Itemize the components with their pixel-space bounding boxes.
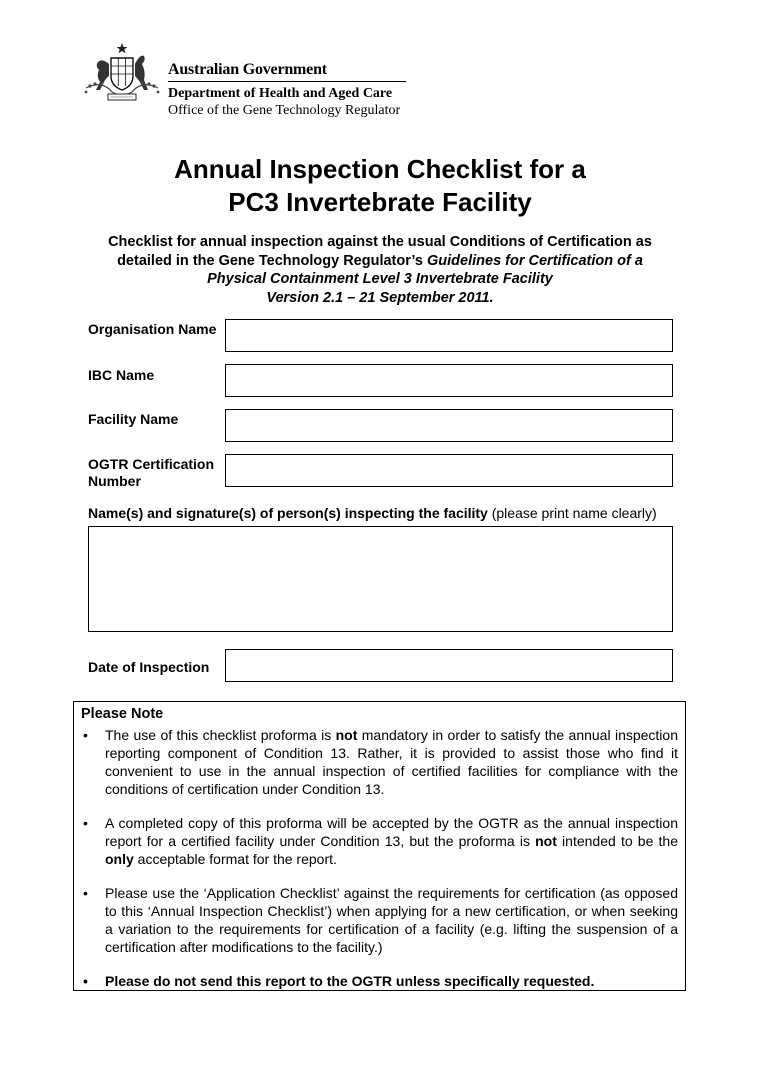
please-note-title: Please Note	[81, 706, 164, 722]
government-name: Australian Government	[168, 61, 327, 78]
note-item-4	[81, 972, 678, 990]
certification-number-label	[88, 456, 214, 490]
inspectors-label-hint: (please print name clearly)	[487, 505, 657, 521]
please-note-box	[73, 701, 686, 991]
note-item-1-text-b: mandatory in order to satisfy the annual inspection reporting component of Condition 13. Rather, it is provided to assist those who find it convenient to use in the annual inspection of certified facilities for compliance with the conditions of certification under Condition 13.	[105, 727, 678, 797]
date-of-inspection-label: Date of Inspection	[88, 659, 210, 675]
inspectors-field[interactable]	[88, 526, 673, 632]
certification-label-line-2: Number	[88, 473, 141, 489]
guidelines-title: Guidelines for Certification of a	[427, 252, 643, 269]
bullet-icon: •	[83, 815, 88, 831]
government-header	[168, 60, 406, 119]
note-item-2-text-a: A completed copy of this proforma will be accepted by the OGTR as the annual inspection report for a certified facility under Condition 13, but the proforma is	[105, 815, 678, 849]
note-item-1-bold: not	[335, 727, 358, 743]
facility-name-field[interactable]	[225, 409, 673, 442]
title-line-2: PC3 Invertebrate Facility	[228, 187, 532, 217]
note-item-2	[81, 814, 678, 868]
organisation-name-label: Organisation Name	[88, 321, 217, 337]
bullet-icon: •	[83, 727, 88, 743]
note-item-4-text: Please do not send this report to the OGTR unless specifically requested.	[105, 973, 595, 989]
title-line-1: Annual Inspection Checklist for a	[174, 154, 586, 184]
note-item-2-text-b: intended to be the	[556, 833, 678, 849]
date-of-inspection-field[interactable]	[225, 649, 673, 682]
note-item-1-text-a: The use of this checklist proforma is	[105, 727, 336, 743]
ibc-name-field[interactable]	[225, 364, 673, 397]
note-item-2-bold-2: only	[105, 851, 134, 867]
subtitle	[82, 233, 678, 307]
certification-label-line-1: OGTR Certification	[88, 456, 215, 472]
department-name: Department of Health and Aged Care	[168, 86, 393, 101]
note-item-2-bold-1: not	[535, 833, 557, 849]
organisation-name-field[interactable]	[225, 319, 673, 352]
bullet-icon: •	[83, 885, 88, 901]
bullet-icon: •	[83, 973, 88, 989]
note-item-2-text-c: acceptable format for the report.	[133, 851, 337, 867]
coat-of-arms-icon	[82, 42, 162, 104]
header-divider	[168, 81, 406, 82]
subtitle-line-3: Physical Containment Level 3 Invertebrate Facility	[207, 271, 553, 287]
note-item-3	[81, 884, 678, 956]
note-item-1	[81, 726, 678, 798]
version-line: Version 2.1 – 21 September 2011.	[266, 289, 494, 306]
office-name: Office of the Gene Technology Regulator	[168, 103, 401, 118]
ibc-name-label: IBC Name	[88, 367, 155, 383]
subtitle-line-2	[82, 252, 678, 271]
page-title	[0, 153, 760, 219]
subtitle-line-2-plain: detailed in the Gene Technology Regulator’s	[117, 252, 427, 269]
inspectors-label	[88, 505, 657, 522]
subtitle-line-1: Checklist for annual inspection against the usual Conditions of Certification as	[108, 234, 652, 250]
inspectors-label-bold: Name(s) and signature(s) of person(s) inspecting the facility	[88, 505, 488, 521]
facility-name-label: Facility Name	[88, 411, 179, 427]
note-item-3-text: Please use the ‘Application Checklist’ against the requirements for certification (as opposed to this ‘Annual Inspection Checklist’) when applying for a new certification, or when seeking a variation to the requirements for certification of a facility (e.g. lifting the suspension of a certification after modifications to the facility.)	[105, 885, 678, 955]
certification-number-field[interactable]	[225, 454, 673, 487]
